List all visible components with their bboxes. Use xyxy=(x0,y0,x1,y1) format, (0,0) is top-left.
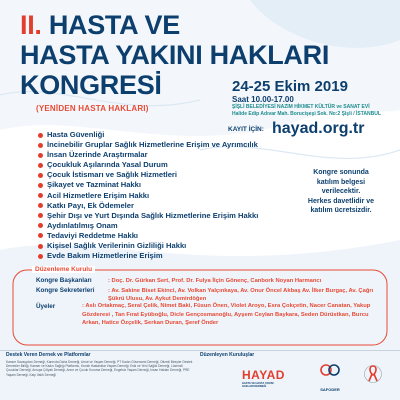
title-line-3: KONGRESİ xyxy=(20,70,162,100)
awareness-ribbon-icon xyxy=(364,362,382,386)
title-text-1: HASTA VE xyxy=(48,10,180,40)
bullet-icon xyxy=(38,244,43,249)
bullet-icon xyxy=(38,233,43,238)
title-line-2: HASTA YAKINI HAKLARI xyxy=(20,40,330,70)
safoder-logo: SAFODER xyxy=(318,362,342,392)
chairs-value: : Doç. Dr. Gürkan Sert, Prof. Dr. Fulya İlçin Gönenç, Canbork Noyan Harmancı xyxy=(108,278,322,284)
bullet-icon xyxy=(38,173,43,178)
topic-item: Evde Bakım Hizmetlerine Erişim xyxy=(38,251,258,261)
members-label: Üyeler xyxy=(36,303,56,310)
bullet-icon xyxy=(38,193,43,198)
event-time: Saat 10.00-17.00 xyxy=(232,95,294,104)
organizers-heading: Düzenleyen Kuruluşlar xyxy=(200,352,255,358)
topic-item: Acil Hizmetlere Erişim Hakkı xyxy=(38,191,258,201)
topic-item: Tedaviyi Reddetme Hakkı xyxy=(38,231,258,241)
safoder-emblem-icon xyxy=(319,362,341,382)
secretaries-value: : Av. Sakine Biset Ekinci, Av. Volkan Yalçınkaya, Av. Onur Öncel Akbaş Av. İlker Burgaç, Av. Çağrı Şükrü Ulusu, Av. Aykut Demirdöğen xyxy=(108,288,374,302)
chairs-label: Kongre Başkanları xyxy=(36,277,92,284)
bullet-icon xyxy=(38,143,43,148)
topic-item: Aydınlatılmış Onam xyxy=(38,221,258,231)
bullet-icon xyxy=(38,213,43,218)
secretaries-label: Kongre Sekreterleri xyxy=(36,287,95,294)
participation-notice: Kongre sonunda katılım belgesi verilecektir. Herkes davetlidir ve katılım ücretsizdir. xyxy=(307,169,375,214)
bullet-icon xyxy=(38,133,43,138)
committee-heading: Düzenleme Kurulu xyxy=(32,266,95,273)
topic-item: Çocuk İstismarı ve Sağlık Hizmetleri xyxy=(38,170,258,180)
topic-item: Kişisel Sağlık Verilerinin Gizliliği Hakkı xyxy=(38,241,258,251)
topic-item: Hasta Güvenliği xyxy=(38,130,258,140)
bullet-icon xyxy=(38,254,43,259)
registration-link[interactable]: hayad.org.tr xyxy=(272,120,365,137)
footer-divider xyxy=(0,350,400,351)
edition-number: II. xyxy=(20,10,42,40)
bullet-icon xyxy=(38,203,43,208)
registration-label: KAYIT İÇİN: xyxy=(228,126,264,133)
event-date: 24-25 Ekim 2019 xyxy=(232,78,348,95)
subtitle: (YENİDEN HASTA HAKLARI) xyxy=(36,104,149,113)
topic-item: İncinebilir Gruplar Sağlık Hizmetlerine Erişim ve Ayrımcılık xyxy=(38,140,258,150)
topic-item: İnsan Üzerinde Araştırmalar xyxy=(38,150,258,160)
bullet-icon xyxy=(38,183,43,188)
topic-item: Çocukluk Aşılarında Yasal Durum xyxy=(38,160,258,170)
supporters-list: Kanser Savaşçıları Derneği, Karınıda Daha Derneği, Umut ve Yaşam Derneği, PT Kadın Güvencesi Derneği, Otizmli Bireyler Destek Dernekler Birliği, Kanser ve Kadın Sağlığı Platformu, Kronik Hastalıklar Yaşam Derneği, Eski ve Yeni Sağlık Derneği, Lösemili Çocuklar Derneği, Avrupa Çölyak Derneği, Anne ve Çocuk Koruma Derneği, Engelsiz Yaşam Derneği, İnsan Hakları Derneği, PRE Yaşam Derneği, Kalp Vakfı Derneği xyxy=(6,360,193,377)
bullet-icon xyxy=(38,163,43,168)
title-line-1 xyxy=(20,10,400,40)
members-value: : Aslı Ortakmaç, Seral Çelik, Nimet Baki, Füsun Önen, Violet Aroyo, Esra Çokçetin, Nacer Canatan, Yakup Gözderesi , Tan Fırat Eyüboğlu, Dicle Gençosmanoğlu, Ayşem Ceylan Baykara, Seden Dürüstkan, Burcu Arkan, Hatice Özçelik, Serkan Duran, Şeref Önder xyxy=(82,303,371,327)
event-venue: ŞİŞLİ BELEDİYESİ NAZIM HİKMET KÜLTÜR ve SANAT EVİ Halide Edip Adıvar Mah. Borucişeşi Sok. No:2 Şişli / İSTANBUL xyxy=(232,104,381,117)
bullet-icon xyxy=(38,153,43,158)
topic-list xyxy=(38,130,258,261)
topic-item: Şikayet ve Tazminat Hakkı xyxy=(38,180,258,190)
supporters-heading: Destek Veren Dernek ve Platformlar xyxy=(6,352,91,358)
bullet-icon xyxy=(38,223,43,228)
topic-item: Şehir Dışı ve Yurt Dışında Sağlık Hizmetlerine Erişim Hakkı xyxy=(38,211,258,221)
hayad-logo: HAYAD HASTA VE HASTA YAKINI HAKLARI DERNEĞİ xyxy=(242,368,285,388)
topic-item: Katkı Payı, Ek Ödemeler xyxy=(38,201,258,211)
